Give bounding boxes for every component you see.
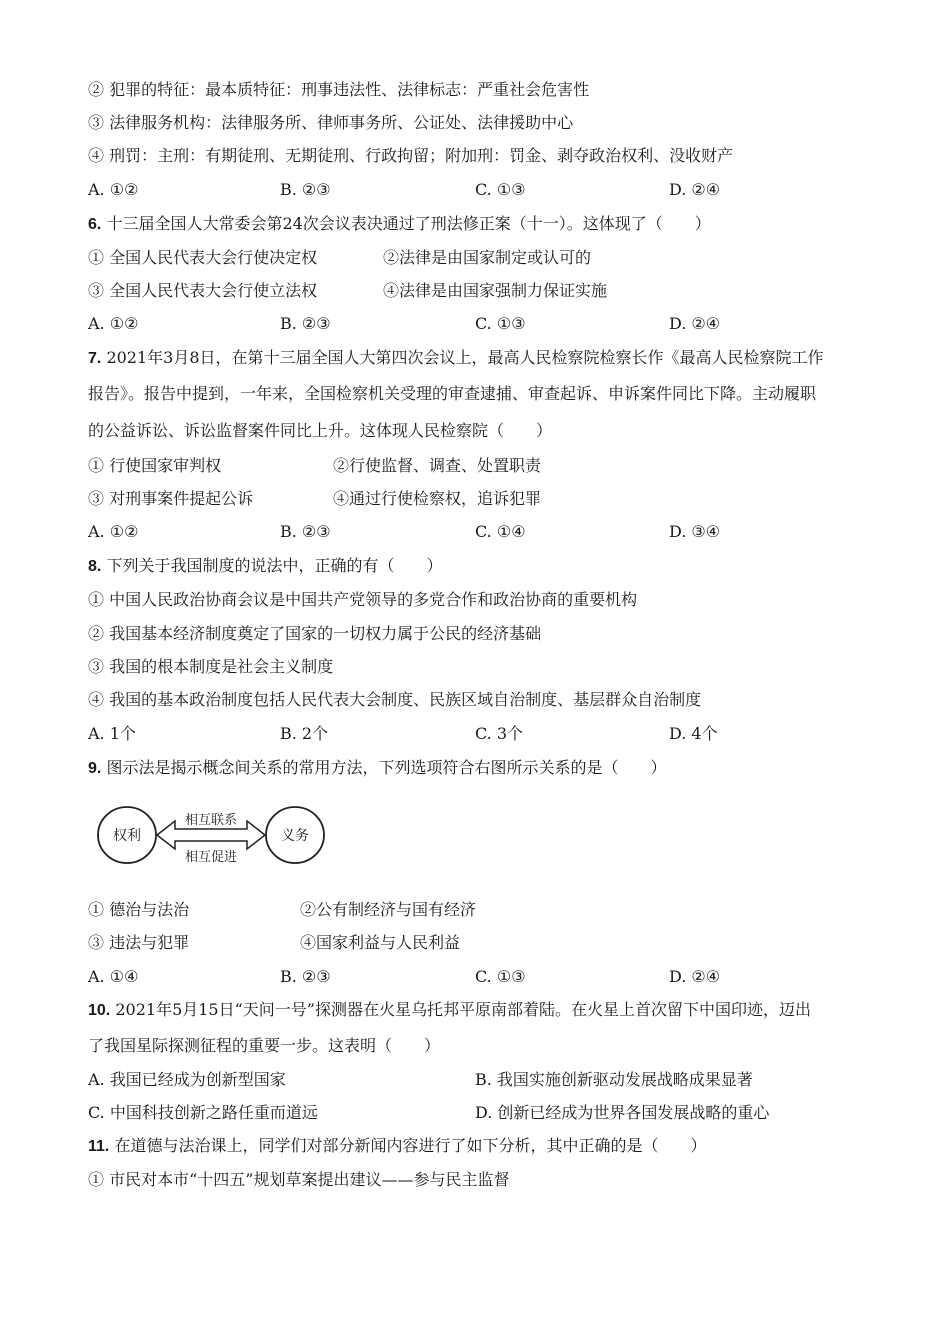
q6-item-2: ②法律是由国家制定或认可的 <box>383 248 592 267</box>
q6-option-d[interactable]: D. ②④ <box>669 314 721 333</box>
q5-options <box>88 180 868 200</box>
mutual-promotion-label: 相互促进 <box>184 850 238 865</box>
q5-option-d[interactable]: D. ②④ <box>669 180 721 199</box>
q7-stem-line-1 <box>88 348 824 369</box>
q7-stem-text-1: 2021年3月8日，在第十三届全国人大第四次会议上，最高人民检察院检察长作《最高人民检察院工作 <box>106 348 824 367</box>
q9-item-2: ②公有制经济与国有经济 <box>300 900 477 919</box>
q7-item-3: ③ 对刑事案件提起公诉 <box>88 489 254 508</box>
q7-items-row-1 <box>88 456 868 476</box>
q7-option-d[interactable]: D. ③④ <box>669 522 721 541</box>
q5-item-2: ② 犯罪的特征：最本质特征：刑事违法性、法律标志：严重社会危害性 <box>88 80 590 99</box>
q8-option-d[interactable]: D. 4个 <box>669 724 718 743</box>
q10-option-a[interactable]: A. 我国已经成为创新型国家 <box>88 1070 286 1089</box>
q9-items-row-2 <box>88 933 868 953</box>
q7-option-c[interactable]: C. ①④ <box>475 522 526 541</box>
q8-item-1: ① 中国人民政治协商会议是中国共产党领导的多党合作和政治协商的重要机构 <box>88 590 638 609</box>
q7-item-4: ④通过行使检察权，追诉犯罪 <box>333 489 542 508</box>
rights-label: 权利 <box>113 828 141 844</box>
q5-item-3: ③ 法律服务机构：法律服务所、律师事务所、公证处、法律援助中心 <box>88 113 574 132</box>
q7-item-1: ① 行使国家审判权 <box>88 456 222 475</box>
q8-option-a[interactable]: A. 1个 <box>88 724 136 743</box>
duties-label: 义务 <box>281 828 309 844</box>
q11-stem <box>88 1136 706 1157</box>
q9-item-4: ④国家利益与人民利益 <box>300 933 461 952</box>
q6-stem-text: 十三届全国人大常委会第24次会议表决通过了刑法修正案（十一）。这体现了（ ） <box>106 214 711 233</box>
q5-option-b[interactable]: B. ②③ <box>280 180 331 199</box>
q7-item-2: ②行使监督、调查、处置职责 <box>333 456 542 475</box>
q8-stem-text: 下列关于我国制度的说法中，正确的有（ ） <box>106 556 443 575</box>
mutual-connection-label: 相互联系 <box>184 813 238 828</box>
q8-item-2: ② 我国基本经济制度奠定了国家的一切权力属于公民的经济基础 <box>88 624 542 643</box>
q10-stem-line-1 <box>88 1000 811 1021</box>
q11-number: 11. <box>88 1138 110 1155</box>
q10-options-row-2 <box>88 1103 868 1123</box>
q7-option-b[interactable]: B. ②③ <box>280 522 331 541</box>
q9-item-1: ① 德治与法治 <box>88 900 190 919</box>
q11-stem-text: 在道德与法治课上，同学们对部分新闻内容进行了如下分析，其中正确的是（ ） <box>114 1136 707 1155</box>
q7-stem-line-2: 报告》。报告中提到，一年来，全国检察机关受理的审查逮捕、审查起诉、申诉案件同比下降。主动履职 <box>88 384 817 403</box>
q6-item-3: ③ 全国人民代表大会行使立法权 <box>88 281 318 300</box>
q8-option-b[interactable]: B. 2个 <box>280 724 329 743</box>
q9-option-c[interactable]: C. ①③ <box>475 967 526 986</box>
q9-stem-text: 图示法是揭示概念间关系的常用方法，下列选项符合右图所示关系的是（ ） <box>106 758 667 777</box>
q6-number: 6. <box>88 216 102 233</box>
q6-items-row-2 <box>88 281 868 301</box>
q9-option-d[interactable]: D. ②④ <box>669 967 721 986</box>
q6-item-4: ④法律是由国家强制力保证实施 <box>383 281 608 300</box>
q6-options <box>88 314 868 334</box>
q10-stem-line-2: 了我国星际探测征程的重要一步。这表明（ ） <box>88 1036 441 1055</box>
q8-item-3: ③ 我国的根本制度是社会主义制度 <box>88 657 334 676</box>
q6-stem <box>88 214 711 235</box>
q10-option-c[interactable]: C. 中国科技创新之路任重而道远 <box>88 1103 318 1122</box>
q6-option-a[interactable]: A. ①② <box>88 314 139 333</box>
rights-duties-diagram <box>95 800 335 870</box>
q8-stem <box>88 556 442 577</box>
q6-option-b[interactable]: B. ②③ <box>280 314 331 333</box>
q6-items-row-1 <box>88 248 868 268</box>
q7-option-a[interactable]: A. ①② <box>88 522 139 541</box>
q9-items-row-1 <box>88 900 868 920</box>
q6-option-c[interactable]: C. ①③ <box>475 314 526 333</box>
q7-number: 7. <box>88 350 102 367</box>
q6-item-1: ① 全国人民代表大会行使决定权 <box>88 248 318 267</box>
q8-item-4: ④ 我国的基本政治制度包括人民代表大会制度、民族区域自治制度、基层群众自治制度 <box>88 690 702 709</box>
q11-item-1: ① 市民对本市“十四五”规划草案提出建议——参与民主监督 <box>88 1170 510 1189</box>
q9-options <box>88 967 868 987</box>
q7-items-row-2 <box>88 489 868 509</box>
q7-stem-line-3: 的公益诉讼、诉讼监督案件同比上升。这体现人民检察院（ ） <box>88 421 553 440</box>
q5-item-4: ④ 刑罚：主刑：有期徒刑、无期徒刑、行政拘留；附加刑：罚金、剥夺政治权利、没收财产 <box>88 146 734 165</box>
q7-options <box>88 522 868 542</box>
q5-option-a[interactable]: A. ①② <box>88 180 139 199</box>
q10-options-row-1 <box>88 1070 868 1090</box>
q10-option-b[interactable]: B. 我国实施创新驱动发展战略成果显著 <box>475 1070 753 1089</box>
q9-stem <box>88 758 666 779</box>
q9-option-a[interactable]: A. ①④ <box>88 967 139 986</box>
q10-option-d[interactable]: D. 创新已经成为世界各国发展战略的重心 <box>475 1103 770 1122</box>
q8-options <box>88 724 868 744</box>
q5-option-c[interactable]: C. ①③ <box>475 180 526 199</box>
q9-item-3: ③ 违法与犯罪 <box>88 933 190 952</box>
q8-option-c[interactable]: C. 3个 <box>475 724 524 743</box>
q9-option-b[interactable]: B. ②③ <box>280 967 331 986</box>
q9-number: 9. <box>88 760 102 777</box>
q10-number: 10. <box>88 1002 111 1019</box>
q8-number: 8. <box>88 558 102 575</box>
q10-stem-text-1: 2021年5月15日“天问一号”探测器在火星乌托邦平原南部着陆。在火星上首次留下中国印迹，迈出 <box>115 1000 811 1019</box>
